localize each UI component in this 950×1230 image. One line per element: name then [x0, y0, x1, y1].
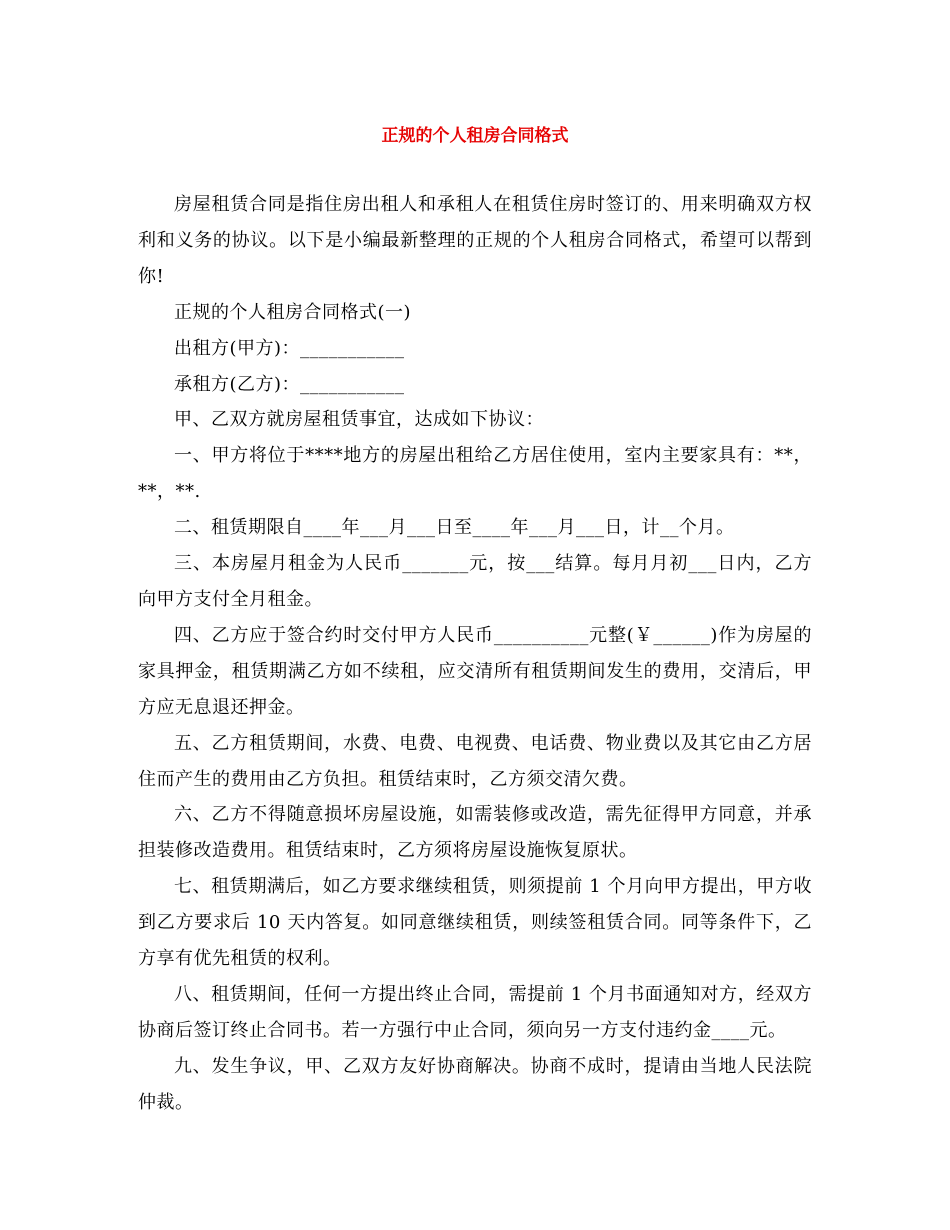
document-title: 正规的个人租房合同格式: [381, 126, 569, 146]
lessor-line: 出租方(甲方)：___________: [174, 337, 405, 359]
clause-8: 八、租赁期间，任何一方提出终止合同，需提前 1 个月书面通知对方，经双方协商后签订终止合同书。若一方强行中止合同，须向另一方支付违约金____元。: [138, 983, 812, 1041]
clause-1: 一、甲方将位于****地方的房屋出租给乙方居住使用，室内主要家具有：**，**，**.: [138, 445, 812, 503]
lessee-line: 承租方(乙方)：___________: [174, 373, 405, 395]
agreement-preamble: 甲、乙双方就房屋租赁事宜，达成如下协议：: [174, 409, 544, 431]
clause-3: 三、本房屋月租金为人民币_______元，按___结算。每月月初___日内，乙方向甲方支付全月租金。: [138, 553, 812, 610]
intro-paragraph: 房屋租赁合同是指住房出租人和承租人在租赁住房时签订的、用来明确双方权利和义务的协议。以下是小编最新整理的正规的个人租房合同格式，希望可以帮到你!: [138, 194, 812, 287]
clause-9: 九、发生争议，甲、乙双方友好协商解决。协商不成时，提请由当地人民法院仲裁。: [138, 1055, 812, 1113]
document-body: [138, 187, 812, 1121]
contract-heading: 正规的个人租房合同格式(一): [174, 301, 412, 323]
clause-5: 五、乙方租赁期间，水费、电费、电视费、电话费、物业费以及其它由乙方居住而产生的费用由乙方负担。租赁结束时，乙方须交清欠费。: [138, 732, 812, 790]
clause-4: 四、乙方应于签合约时交付甲方人民币__________元整(￥______)作为房屋的家具押金，租赁期满乙方如不续租，应交清所有租赁期间发生的费用，交清后，甲方应无息退还押金。: [138, 624, 812, 718]
clause-7: 七、租赁期满后，如乙方要求继续租赁，则须提前 1 个月向甲方提出，甲方收到乙方要求后 10 天内答复。如同意继续租赁，则续签租赁合同。同等条件下，乙方享有优先租赁的权利。: [138, 876, 812, 970]
clause-6: 六、乙方不得随意损坏房屋设施，如需装修或改造，需先征得甲方同意，并承担装修改造费用。租赁结束时，乙方须将房屋设施恢复原状。: [138, 804, 812, 862]
clause-2: 二、租赁期限自____年___月___日至____年___月___日，计__个月。: [174, 517, 735, 539]
